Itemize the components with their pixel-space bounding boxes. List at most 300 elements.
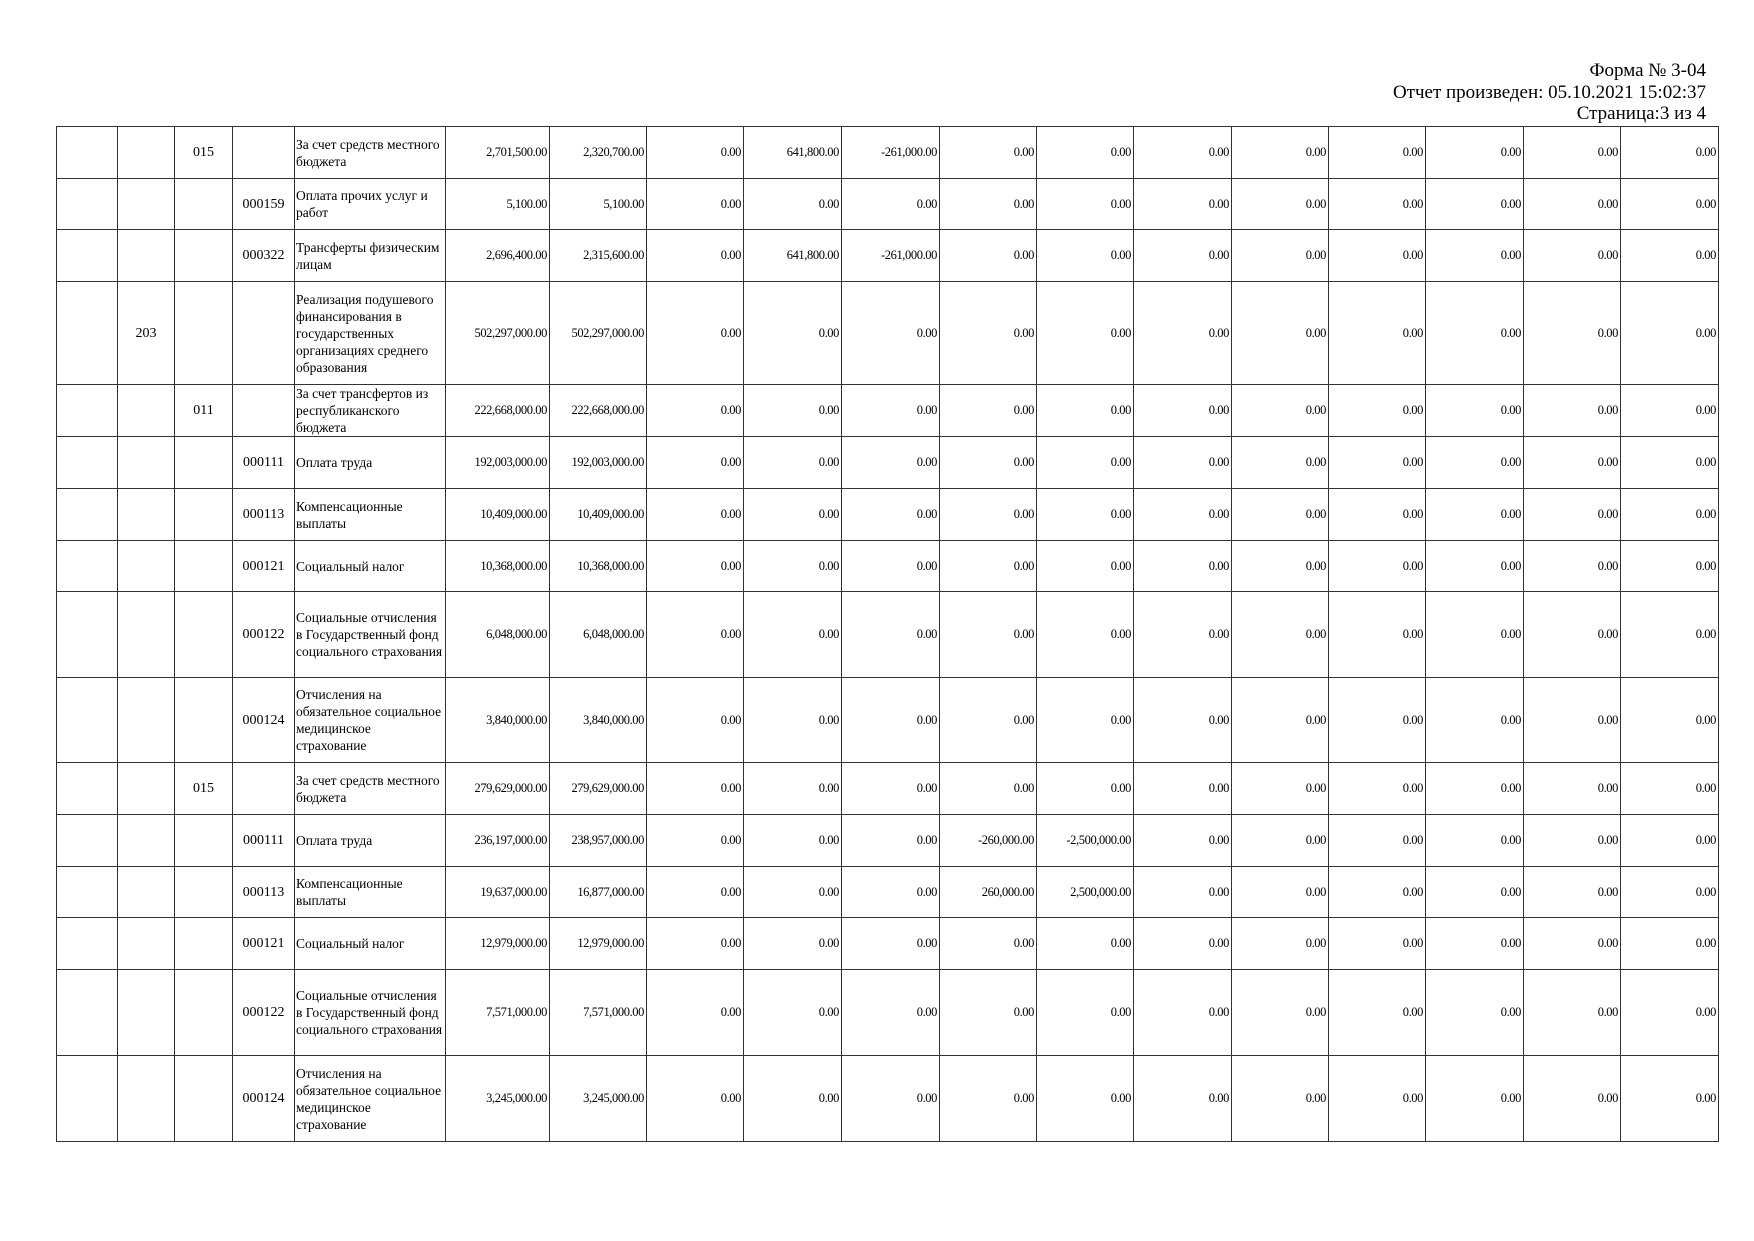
- amount-cell: 0.00: [940, 763, 1037, 815]
- amount-cell: 0.00: [1037, 592, 1134, 678]
- amount-cell: 0.00: [647, 867, 744, 918]
- amount-cell: 0.00: [842, 385, 940, 437]
- amount-cell: 641,800.00: [744, 127, 842, 179]
- table-row: [57, 592, 1719, 678]
- amount-cell: 0.00: [744, 592, 842, 678]
- amount-cell: 0.00: [842, 867, 940, 918]
- program-code: [118, 489, 175, 541]
- amount-cell: -261,000.00: [842, 230, 940, 282]
- amount-cell: 3,245,000.00: [446, 1056, 550, 1142]
- table-row: [57, 385, 1719, 437]
- amount-cell: 0.00: [940, 385, 1037, 437]
- specificity-code: 000111: [233, 437, 295, 489]
- program-code: [118, 230, 175, 282]
- amount-cell: 0.00: [1134, 179, 1232, 230]
- amount-cell: 0.00: [1524, 678, 1621, 763]
- amount-cell: 0.00: [1232, 678, 1329, 763]
- amount-cell: 0.00: [1037, 970, 1134, 1056]
- amount-cell: 641,800.00: [744, 230, 842, 282]
- program-group-code: [57, 385, 118, 437]
- amount-cell: 0.00: [1037, 437, 1134, 489]
- amount-cell: 0.00: [1232, 541, 1329, 592]
- program-code: [118, 815, 175, 867]
- amount-cell: 5,100.00: [550, 179, 647, 230]
- item-name: Трансферты физическим лицам: [295, 230, 446, 282]
- subprogram-code: [175, 678, 233, 763]
- specificity-code: 000124: [233, 678, 295, 763]
- amount-cell: 0.00: [842, 1056, 940, 1142]
- amount-cell: 0.00: [744, 678, 842, 763]
- amount-cell: 12,979,000.00: [446, 918, 550, 970]
- program-group-code: [57, 127, 118, 179]
- amount-cell: 0.00: [1426, 541, 1524, 592]
- amount-cell: 0.00: [647, 592, 744, 678]
- amount-cell: 0.00: [744, 763, 842, 815]
- table-row: [57, 489, 1719, 541]
- form-number: Форма № 3-04: [1589, 60, 1706, 81]
- amount-cell: -261,000.00: [842, 127, 940, 179]
- subprogram-code: [175, 230, 233, 282]
- specificity-code: 000111: [233, 815, 295, 867]
- amount-cell: 0.00: [1524, 541, 1621, 592]
- amount-cell: 2,315,600.00: [550, 230, 647, 282]
- amount-cell: 0.00: [744, 437, 842, 489]
- amount-cell: 0.00: [1621, 437, 1719, 489]
- amount-cell: 0.00: [842, 541, 940, 592]
- amount-cell: 2,320,700.00: [550, 127, 647, 179]
- amount-cell: 279,629,000.00: [446, 763, 550, 815]
- amount-cell: 0.00: [1426, 489, 1524, 541]
- amount-cell: 0.00: [647, 179, 744, 230]
- table-row: [57, 763, 1719, 815]
- amount-cell: 0.00: [1134, 437, 1232, 489]
- program-code: [118, 592, 175, 678]
- program-code: 203: [118, 282, 175, 385]
- table-row: [57, 230, 1719, 282]
- amount-cell: 0.00: [1329, 970, 1426, 1056]
- amount-cell: 0.00: [1621, 179, 1719, 230]
- amount-cell: 0.00: [1329, 179, 1426, 230]
- program-group-code: [57, 592, 118, 678]
- program-code: [118, 678, 175, 763]
- amount-cell: 279,629,000.00: [550, 763, 647, 815]
- amount-cell: 19,637,000.00: [446, 867, 550, 918]
- program-group-code: [57, 1056, 118, 1142]
- amount-cell: 0.00: [647, 385, 744, 437]
- table-row: [57, 1056, 1719, 1142]
- amount-cell: 238,957,000.00: [550, 815, 647, 867]
- amount-cell: 0.00: [1621, 918, 1719, 970]
- amount-cell: 0.00: [1232, 592, 1329, 678]
- item-name: Социальный налог: [295, 918, 446, 970]
- amount-cell: 260,000.00: [940, 867, 1037, 918]
- amount-cell: 0.00: [1037, 489, 1134, 541]
- amount-cell: 0.00: [1524, 970, 1621, 1056]
- specificity-code: [233, 282, 295, 385]
- amount-cell: 0.00: [1426, 815, 1524, 867]
- amount-cell: 0.00: [1426, 127, 1524, 179]
- program-code: [118, 918, 175, 970]
- item-name: Отчисления на обязательное социальное медицинское страхование: [295, 678, 446, 763]
- item-name: За счет средств местного бюджета: [295, 127, 446, 179]
- amount-cell: 0.00: [1329, 1056, 1426, 1142]
- program-group-code: [57, 763, 118, 815]
- amount-cell: 0.00: [1134, 678, 1232, 763]
- program-group-code: [57, 541, 118, 592]
- amount-cell: 0.00: [940, 127, 1037, 179]
- amount-cell: 0.00: [1037, 678, 1134, 763]
- amount-cell: 0.00: [1134, 1056, 1232, 1142]
- specificity-code: 000322: [233, 230, 295, 282]
- amount-cell: 222,668,000.00: [550, 385, 647, 437]
- amount-cell: 0.00: [1329, 763, 1426, 815]
- amount-cell: 0.00: [1329, 592, 1426, 678]
- program-code: [118, 1056, 175, 1142]
- amount-cell: 0.00: [1134, 541, 1232, 592]
- amount-cell: 0.00: [1621, 867, 1719, 918]
- amount-cell: 0.00: [1426, 179, 1524, 230]
- amount-cell: 0.00: [1621, 592, 1719, 678]
- amount-cell: 0.00: [1426, 592, 1524, 678]
- amount-cell: 0.00: [842, 970, 940, 1056]
- amount-cell: 0.00: [1426, 763, 1524, 815]
- amount-cell: 0.00: [1232, 763, 1329, 815]
- amount-cell: 0.00: [1426, 385, 1524, 437]
- table-row: [57, 541, 1719, 592]
- amount-cell: 0.00: [1621, 230, 1719, 282]
- amount-cell: 502,297,000.00: [550, 282, 647, 385]
- program-code: [118, 127, 175, 179]
- amount-cell: 0.00: [1621, 127, 1719, 179]
- amount-cell: 0.00: [940, 678, 1037, 763]
- amount-cell: 0.00: [1329, 541, 1426, 592]
- table-row: [57, 815, 1719, 867]
- amount-cell: 2,701,500.00: [446, 127, 550, 179]
- amount-cell: 0.00: [647, 678, 744, 763]
- subprogram-code: [175, 1056, 233, 1142]
- amount-cell: 0.00: [1524, 179, 1621, 230]
- amount-cell: 0.00: [647, 815, 744, 867]
- amount-cell: 0.00: [1232, 918, 1329, 970]
- amount-cell: 0.00: [1232, 127, 1329, 179]
- table-row: [57, 970, 1719, 1056]
- specificity-code: 000122: [233, 592, 295, 678]
- amount-cell: 0.00: [1232, 489, 1329, 541]
- program-group-code: [57, 867, 118, 918]
- table-row: [57, 867, 1719, 918]
- amount-cell: 3,840,000.00: [446, 678, 550, 763]
- page-indicator: Страница:3 из 4: [1576, 103, 1706, 124]
- subprogram-code: [175, 282, 233, 385]
- program-group-code: [57, 230, 118, 282]
- subprogram-code: 015: [175, 127, 233, 179]
- amount-cell: 0.00: [1232, 437, 1329, 489]
- amount-cell: -260,000.00: [940, 815, 1037, 867]
- amount-cell: 0.00: [1232, 970, 1329, 1056]
- amount-cell: 0.00: [744, 489, 842, 541]
- amount-cell: 7,571,000.00: [446, 970, 550, 1056]
- amount-cell: 0.00: [1426, 1056, 1524, 1142]
- amount-cell: 0.00: [647, 437, 744, 489]
- amount-cell: 0.00: [647, 970, 744, 1056]
- item-name: Социальные отчисления в Государственный фонд социального страхования: [295, 592, 446, 678]
- amount-cell: 0.00: [1426, 230, 1524, 282]
- amount-cell: 0.00: [842, 815, 940, 867]
- amount-cell: 0.00: [647, 127, 744, 179]
- table-row: [57, 437, 1719, 489]
- amount-cell: 0.00: [940, 230, 1037, 282]
- amount-cell: 0.00: [1134, 592, 1232, 678]
- amount-cell: 0.00: [1524, 282, 1621, 385]
- amount-cell: 502,297,000.00: [446, 282, 550, 385]
- amount-cell: 0.00: [1621, 385, 1719, 437]
- amount-cell: 0.00: [1329, 489, 1426, 541]
- amount-cell: 0.00: [940, 592, 1037, 678]
- amount-cell: 6,048,000.00: [550, 592, 647, 678]
- amount-cell: 10,409,000.00: [550, 489, 647, 541]
- amount-cell: 0.00: [1134, 127, 1232, 179]
- amount-cell: 0.00: [842, 489, 940, 541]
- amount-cell: 0.00: [1134, 867, 1232, 918]
- amount-cell: 0.00: [1329, 918, 1426, 970]
- item-name: Оплата прочих услуг и работ: [295, 179, 446, 230]
- amount-cell: 0.00: [744, 918, 842, 970]
- amount-cell: 0.00: [647, 489, 744, 541]
- specificity-code: 000113: [233, 489, 295, 541]
- amount-cell: 10,409,000.00: [446, 489, 550, 541]
- amount-cell: 5,100.00: [446, 179, 550, 230]
- subprogram-code: [175, 541, 233, 592]
- amount-cell: 0.00: [1426, 867, 1524, 918]
- subprogram-code: [175, 437, 233, 489]
- item-name: Социальный налог: [295, 541, 446, 592]
- amount-cell: 10,368,000.00: [446, 541, 550, 592]
- amount-cell: 0.00: [1134, 230, 1232, 282]
- item-name: Оплата труда: [295, 437, 446, 489]
- amount-cell: 0.00: [940, 918, 1037, 970]
- amount-cell: 0.00: [1134, 385, 1232, 437]
- amount-cell: 0.00: [647, 1056, 744, 1142]
- specificity-code: 000124: [233, 1056, 295, 1142]
- amount-cell: 0.00: [647, 918, 744, 970]
- amount-cell: 0.00: [1232, 385, 1329, 437]
- item-name: Социальные отчисления в Государственный фонд социального страхования: [295, 970, 446, 1056]
- amount-cell: 0.00: [1134, 918, 1232, 970]
- program-group-code: [57, 918, 118, 970]
- report-header: [1393, 60, 1706, 125]
- amount-cell: 0.00: [1037, 1056, 1134, 1142]
- amount-cell: 0.00: [744, 815, 842, 867]
- amount-cell: 0.00: [1134, 970, 1232, 1056]
- subprogram-code: [175, 918, 233, 970]
- amount-cell: 0.00: [1524, 385, 1621, 437]
- item-name: За счет трансфертов из республиканского бюджета: [295, 385, 446, 437]
- amount-cell: 16,877,000.00: [550, 867, 647, 918]
- amount-cell: 0.00: [940, 970, 1037, 1056]
- specificity-code: [233, 763, 295, 815]
- amount-cell: 0.00: [940, 541, 1037, 592]
- amount-cell: 0.00: [1037, 230, 1134, 282]
- amount-cell: 0.00: [1037, 541, 1134, 592]
- specificity-code: 000121: [233, 541, 295, 592]
- amount-cell: 0.00: [1524, 815, 1621, 867]
- amount-cell: 0.00: [1134, 282, 1232, 385]
- amount-cell: 0.00: [1621, 489, 1719, 541]
- amount-cell: 0.00: [1329, 127, 1426, 179]
- specificity-code: 000121: [233, 918, 295, 970]
- amount-cell: 0.00: [1426, 437, 1524, 489]
- amount-cell: 0.00: [1524, 592, 1621, 678]
- amount-cell: 0.00: [842, 678, 940, 763]
- amount-cell: 6,048,000.00: [446, 592, 550, 678]
- amount-cell: 0.00: [842, 282, 940, 385]
- amount-cell: 0.00: [842, 437, 940, 489]
- subprogram-code: [175, 970, 233, 1056]
- amount-cell: 0.00: [1524, 763, 1621, 815]
- table-row: [57, 127, 1719, 179]
- amount-cell: 0.00: [1329, 678, 1426, 763]
- item-name: Оплата труда: [295, 815, 446, 867]
- amount-cell: 0.00: [1329, 230, 1426, 282]
- amount-cell: 0.00: [1232, 867, 1329, 918]
- program-code: [118, 763, 175, 815]
- amount-cell: 0.00: [842, 918, 940, 970]
- amount-cell: 2,696,400.00: [446, 230, 550, 282]
- amount-cell: 0.00: [1426, 970, 1524, 1056]
- amount-cell: 0.00: [1524, 230, 1621, 282]
- amount-cell: 0.00: [1621, 1056, 1719, 1142]
- program-group-code: [57, 489, 118, 541]
- amount-cell: 0.00: [1426, 678, 1524, 763]
- amount-cell: 0.00: [647, 230, 744, 282]
- amount-cell: 12,979,000.00: [550, 918, 647, 970]
- amount-cell: 0.00: [647, 282, 744, 385]
- subprogram-code: [175, 179, 233, 230]
- program-code: [118, 970, 175, 1056]
- program-group-code: [57, 970, 118, 1056]
- amount-cell: 0.00: [1329, 385, 1426, 437]
- amount-cell: 0.00: [1037, 127, 1134, 179]
- program-code: [118, 437, 175, 489]
- amount-cell: -2,500,000.00: [1037, 815, 1134, 867]
- amount-cell: 0.00: [1621, 282, 1719, 385]
- amount-cell: 0.00: [842, 592, 940, 678]
- amount-cell: 7,571,000.00: [550, 970, 647, 1056]
- subprogram-code: 011: [175, 385, 233, 437]
- amount-cell: 0.00: [1524, 437, 1621, 489]
- subprogram-code: [175, 867, 233, 918]
- amount-cell: 0.00: [1621, 541, 1719, 592]
- amount-cell: 0.00: [1037, 763, 1134, 815]
- amount-cell: 0.00: [744, 970, 842, 1056]
- subprogram-code: [175, 815, 233, 867]
- table-row: [57, 918, 1719, 970]
- amount-cell: 0.00: [1524, 1056, 1621, 1142]
- program-group-code: [57, 678, 118, 763]
- amount-cell: 0.00: [940, 1056, 1037, 1142]
- amount-cell: 0.00: [1524, 867, 1621, 918]
- table-row: [57, 179, 1719, 230]
- amount-cell: 0.00: [1426, 918, 1524, 970]
- amount-cell: 0.00: [1329, 282, 1426, 385]
- subprogram-code: 015: [175, 763, 233, 815]
- item-name: Отчисления на обязательное социальное медицинское страхование: [295, 1056, 446, 1142]
- specificity-code: [233, 385, 295, 437]
- program-code: [118, 541, 175, 592]
- amount-cell: 0.00: [744, 1056, 842, 1142]
- amount-cell: 0.00: [1621, 815, 1719, 867]
- amount-cell: 222,668,000.00: [446, 385, 550, 437]
- table-row: [57, 282, 1719, 385]
- amount-cell: 0.00: [647, 763, 744, 815]
- amount-cell: 0.00: [1621, 763, 1719, 815]
- program-group-code: [57, 282, 118, 385]
- amount-cell: 0.00: [1037, 918, 1134, 970]
- amount-cell: 0.00: [940, 282, 1037, 385]
- amount-cell: 0.00: [1524, 489, 1621, 541]
- amount-cell: 0.00: [744, 867, 842, 918]
- specificity-code: [233, 127, 295, 179]
- program-code: [118, 385, 175, 437]
- amount-cell: 0.00: [1134, 489, 1232, 541]
- amount-cell: 10,368,000.00: [550, 541, 647, 592]
- specificity-code: 000159: [233, 179, 295, 230]
- amount-cell: 3,245,000.00: [550, 1056, 647, 1142]
- amount-cell: 0.00: [1232, 230, 1329, 282]
- amount-cell: 0.00: [1329, 437, 1426, 489]
- specificity-code: 000122: [233, 970, 295, 1056]
- amount-cell: 0.00: [1232, 815, 1329, 867]
- amount-cell: 0.00: [1524, 918, 1621, 970]
- amount-cell: 0.00: [1232, 282, 1329, 385]
- subprogram-code: [175, 489, 233, 541]
- amount-cell: 0.00: [1232, 1056, 1329, 1142]
- amount-cell: 0.00: [1426, 282, 1524, 385]
- amount-cell: 0.00: [940, 437, 1037, 489]
- amount-cell: 0.00: [940, 489, 1037, 541]
- amount-cell: 0.00: [1621, 970, 1719, 1056]
- budget-report-table: [56, 126, 1719, 1142]
- program-group-code: [57, 815, 118, 867]
- amount-cell: 0.00: [842, 763, 940, 815]
- amount-cell: 0.00: [1232, 179, 1329, 230]
- amount-cell: 0.00: [1329, 815, 1426, 867]
- specificity-code: 000113: [233, 867, 295, 918]
- amount-cell: 236,197,000.00: [446, 815, 550, 867]
- item-name: Реализация подушевого финансирования в государственных организациях среднего образования: [295, 282, 446, 385]
- amount-cell: 0.00: [1037, 385, 1134, 437]
- program-group-code: [57, 179, 118, 230]
- amount-cell: 0.00: [647, 541, 744, 592]
- amount-cell: 192,003,000.00: [550, 437, 647, 489]
- program-group-code: [57, 437, 118, 489]
- item-name: Компенсационные выплаты: [295, 867, 446, 918]
- amount-cell: 0.00: [1037, 282, 1134, 385]
- report-generated-timestamp: Отчет произведен: 05.10.2021 15:02:37: [1392, 81, 1706, 103]
- item-name: Компенсационные выплаты: [295, 489, 446, 541]
- amount-cell: 0.00: [1037, 179, 1134, 230]
- program-code: [118, 179, 175, 230]
- amount-cell: 0.00: [940, 179, 1037, 230]
- amount-cell: 0.00: [744, 385, 842, 437]
- subprogram-code: [175, 592, 233, 678]
- amount-cell: 3,840,000.00: [550, 678, 647, 763]
- amount-cell: 0.00: [744, 179, 842, 230]
- amount-cell: 0.00: [1621, 678, 1719, 763]
- amount-cell: 0.00: [1134, 763, 1232, 815]
- amount-cell: 0.00: [842, 179, 940, 230]
- amount-cell: 0.00: [1134, 815, 1232, 867]
